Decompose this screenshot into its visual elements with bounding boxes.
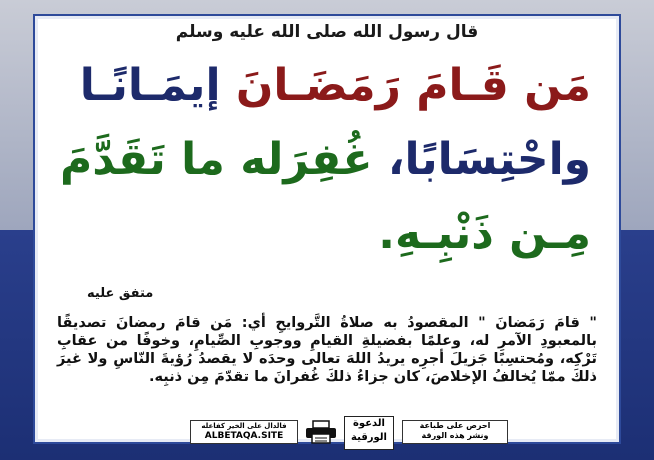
dawa-logo <box>344 416 394 450</box>
footer-bar <box>190 420 490 446</box>
printer-icon <box>304 420 338 444</box>
hadith-line-3 <box>57 208 591 259</box>
card-heading: قال رسول الله صلى الله عليه وسلم <box>175 22 479 42</box>
logo-line-1: الدعوة <box>353 418 385 429</box>
hadith-text-blue-2: واحْتِسَابًا، <box>387 134 591 185</box>
hadith-text-green-2: مِـن ذَنْبِـهِ. <box>378 208 591 259</box>
hadith-source: متفق عليه <box>87 286 154 301</box>
site-url[interactable]: ALBETAQA.SITE <box>204 431 284 441</box>
logo-line-2: الورقية <box>351 432 387 443</box>
site-slogan: فالدال على الخير كفاعله <box>201 422 287 430</box>
site-badge[interactable] <box>190 420 298 444</box>
hadith-line-1 <box>57 60 591 111</box>
hadith-explanation: " قامَ رَمَضانَ " المقصودُ به صلاةُ التَّروايحِ أي: مَن قامَ رمضانَ تصديقًا بالمعبودِ الآمرِ له، وعلمًا بفضيلةِ القيامِ ووجوبِ الصِّيامِ، وخوفًا من عقابِ تَرْكِه، ومُحتسِبًا جَزيلَ أجرِه يريدُ اللهَ تعالى وحدَه لا يقصدُ رُؤيةَ النّاسِ ولا غيرَ ذلكَ ممّا يُخالفُ الإخلاصَ، كان جزاءُ ذلكَ غُفرانَ ما تقدّمَ مِن ذنبِه. <box>57 315 597 385</box>
hadith-text-blue: إيمَـانًـا <box>79 60 221 111</box>
hadith-card <box>33 14 621 444</box>
hadith-line-2 <box>57 134 591 185</box>
print-note-line-2: ونشر هذه الورقة <box>421 431 489 440</box>
print-note <box>402 420 508 444</box>
hadith-text-green: غُفِرَله ما تَقَدَّمَ <box>59 134 373 185</box>
hadith-text-red: مَن قَـامَ رَمَضَـانَ <box>235 60 591 111</box>
print-note-line-1: احرص على طباعة <box>419 421 491 430</box>
